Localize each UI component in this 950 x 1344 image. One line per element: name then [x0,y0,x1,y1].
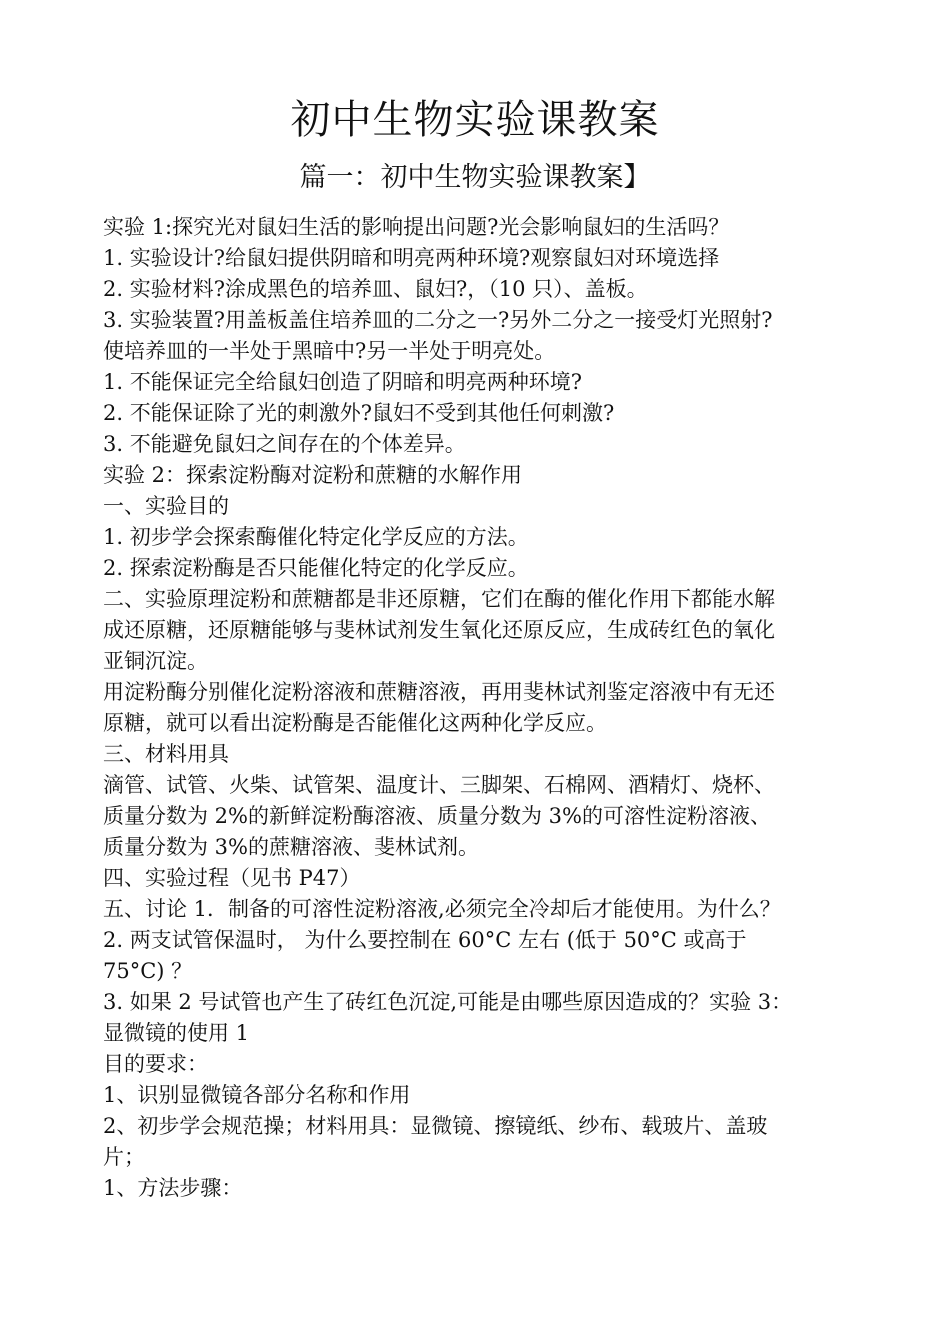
text-line: 1. 不能保证完全给鼠妇创造了阴暗和明亮两种环境? [103,370,582,394]
text-line: 3. 如果 2 号试管也产生了砖红色沉淀,可能是由哪些原因造成的？实验 3： [103,990,793,1014]
text-line: 三、材料用具 [103,742,229,766]
text-line: 1. 实验设计?给鼠妇提供阴暗和明亮两种环境?观察鼠妇对环境选择 [103,246,720,270]
text-line: 四、实验过程（见书 P47） [103,866,361,890]
text-line: 3. 实验装置?用盖板盖住培养皿的二分之一?另外二分之一接受灯光照射? [103,308,773,332]
text-line: 五、讨论 1．制备的可溶性淀粉溶液,必须完全冷却后才能使用。为什么？ [103,897,781,921]
text-line: 目的要求： [103,1052,208,1076]
text-line: 1. 初步学会探索酶催化特定化学反应的方法。 [103,525,529,549]
text-line: 实验 1:探究光对鼠妇生活的影响提出问题?光会影响鼠妇的生活吗？ [103,215,730,239]
text-line: 2. 探索淀粉酶是否只能催化特定的化学反应。 [103,556,529,580]
text-line: 2. 不能保证除了光的刺激外?鼠妇不受到其他任何刺激? [103,401,615,425]
text-line: 滴管、试管、火柴、试管架、温度计、三脚架、石棉网、酒精灯、烧杯、 [103,773,775,797]
text-line: 2. 两支试管保温时， 为什么要控制在 60°C 左右 (低于 50°C 或高于 [103,928,747,952]
text-line: 显微镜的使用 1 [103,1021,250,1045]
text-line: 质量分数为 3%的蔗糖溶液、斐林试剂。 [103,835,479,859]
text-line: 一、实验目的 [103,494,229,518]
document-title: 初中生物实验课教案 [290,97,660,143]
text-line: 2. 实验材料?涂成黑色的培养皿、鼠妇?，（10 只）、盖板。 [103,277,648,301]
text-line: 片； [103,1145,145,1169]
text-line: 1、识别显微镜各部分名称和作用 [103,1083,411,1107]
text-line: 75°C) ？ [103,959,193,983]
text-line: 亚铜沉淀。 [103,649,208,673]
text-line: 质量分数为 2%的新鲜淀粉酶溶液、质量分数为 3%的可溶性淀粉溶液、 [103,804,771,828]
text-line: 二、实验原理淀粉和蔗糖都是非还原糖，它们在酶的催化作用下都能水解 [103,587,775,611]
text-line: 用淀粉酶分别催化淀粉溶液和蔗糖溶液，再用斐林试剂鉴定溶液中有无还 [103,680,775,704]
text-line: 成还原糖，还原糖能够与斐林试剂发生氧化还原反应，生成砖红色的氧化 [103,618,775,642]
text-line: 使培养皿的一半处于黑暗中?另一半处于明亮处。 [103,339,556,363]
text-line: 2、初步学会规范操；材料用具：显微镜、擦镜纸、纱布、载玻片、盖玻 [103,1114,768,1138]
text-line: 3. 不能避免鼠妇之间存在的个体差异。 [103,432,466,456]
text-line: 原糖，就可以看出淀粉酶是否能催化这两种化学反应。 [103,711,607,735]
document-body [103,212,873,1204]
text-line: 实验 2：探索淀粉酶对淀粉和蔗糖的水解作用 [103,463,523,487]
text-line: 1、方法步骤： [103,1176,243,1200]
document-subtitle: 篇一：初中生物实验课教案】 [299,162,651,193]
